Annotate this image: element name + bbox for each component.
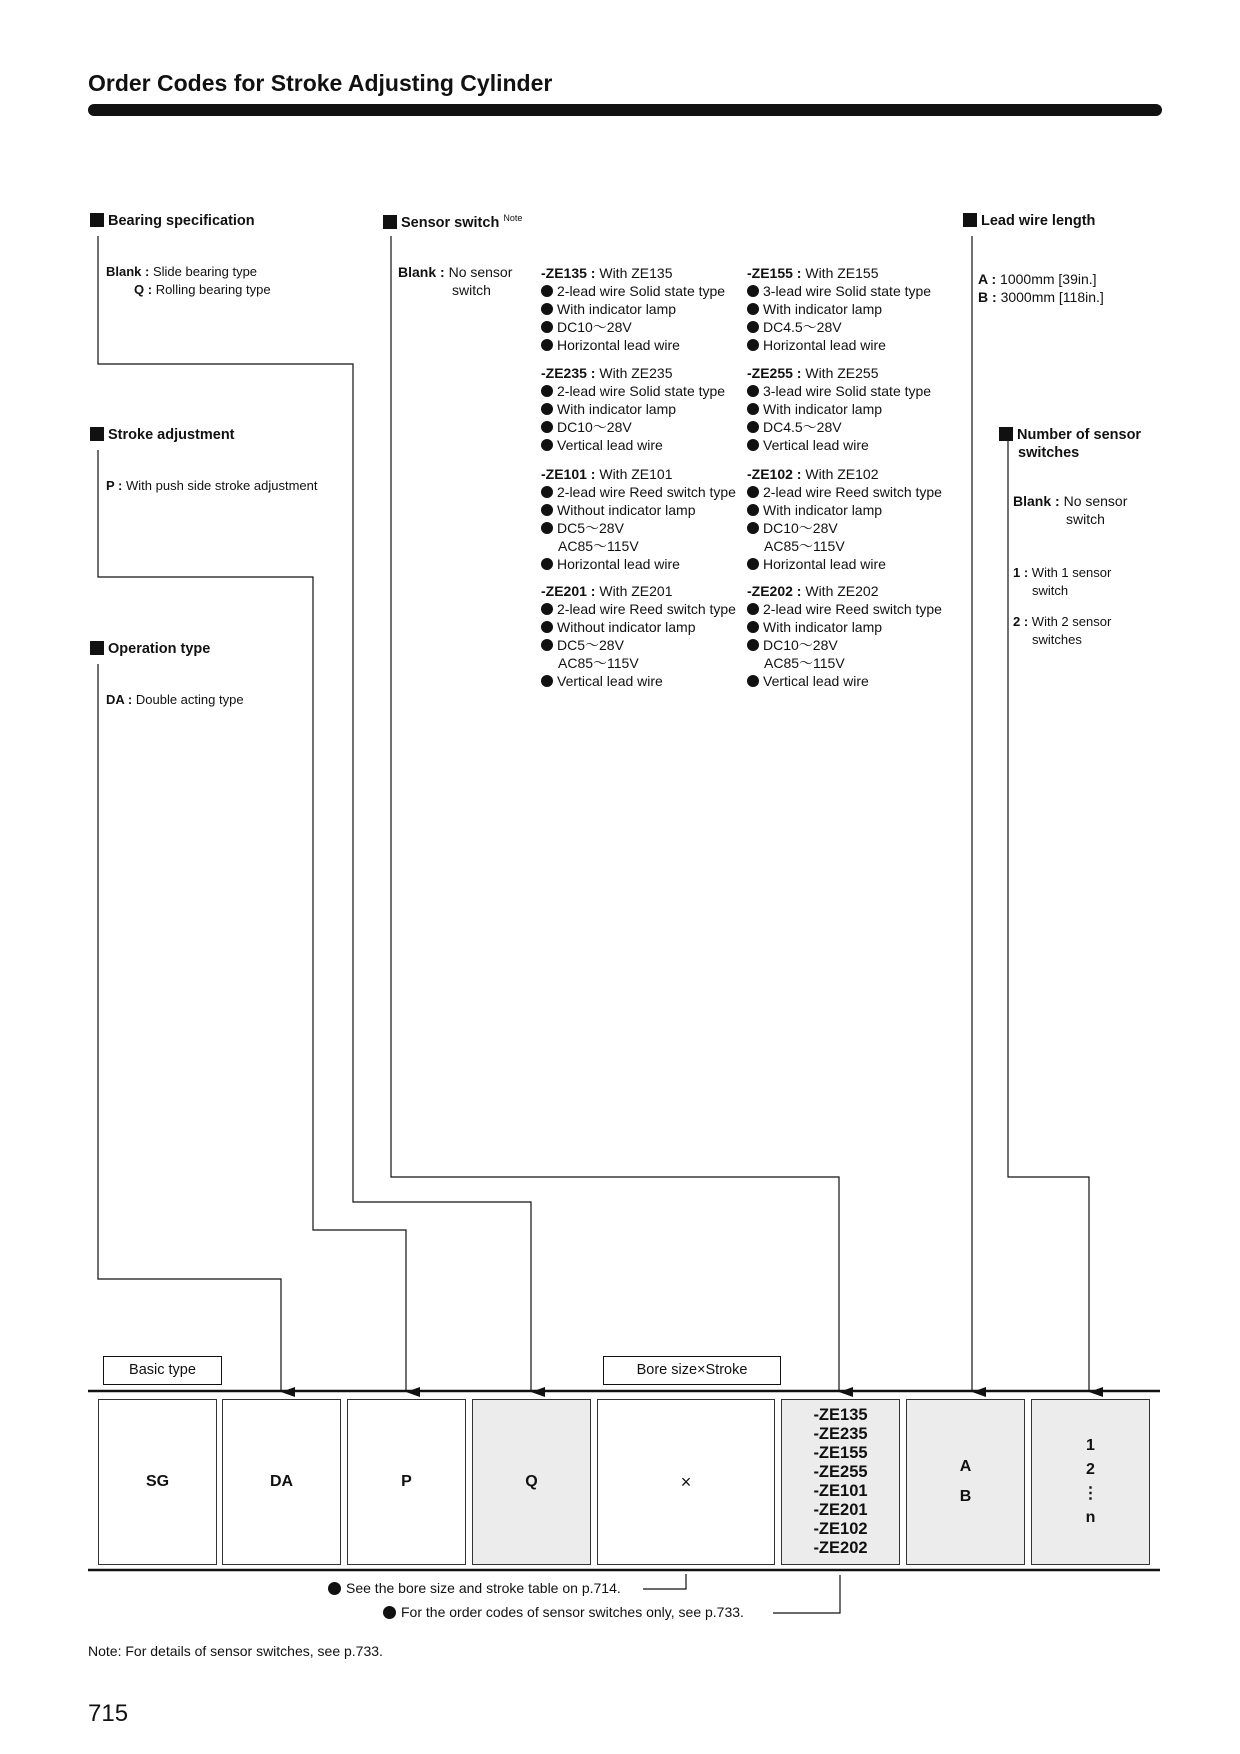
sensor-code-feature: Horizontal lead wire	[763, 556, 886, 572]
bullet-icon	[541, 385, 553, 397]
stroke-label: Stroke adjustment	[108, 427, 235, 443]
sensor-code-feature: Vertical lead wire	[557, 437, 663, 453]
sensor-code-feature: Horizontal lead wire	[557, 337, 680, 353]
note-sensor	[383, 1604, 744, 1620]
sensor-code-feature: Vertical lead wire	[763, 673, 869, 689]
bullet-icon	[747, 486, 759, 498]
bullet-icon	[747, 421, 759, 433]
number-one-line2: switch	[1032, 583, 1069, 598]
sensor-code-feature: DC10～28V	[763, 520, 838, 536]
box-lead-wire	[906, 1399, 1025, 1565]
sensor-code-feature: DC5～28V	[557, 637, 624, 653]
bullet-icon	[747, 639, 759, 651]
sensor-code-ze135	[541, 264, 725, 354]
sensor-code-desc: With ZE101	[599, 466, 673, 482]
bullet-icon	[541, 321, 553, 333]
lead-a-text: 1000mm [39in.]	[1000, 271, 1097, 287]
bullet-icon	[541, 439, 553, 451]
bullet-icon	[747, 603, 759, 615]
square-bullet-icon	[90, 213, 104, 227]
sensor-code-feature: Horizontal lead wire	[763, 337, 886, 353]
sensor-code-feature: 2-lead wire Reed switch type	[557, 484, 736, 500]
box-sensor-code-item: -ZE201	[813, 1501, 868, 1519]
box-sensor-code-item: -ZE155	[813, 1444, 868, 1462]
bearing-options	[106, 263, 271, 299]
number-one-option	[1013, 564, 1111, 600]
section-operation-heading	[90, 641, 210, 657]
bullet-icon	[541, 639, 553, 651]
sensor-code-feature: 2-lead wire Reed switch type	[763, 484, 942, 500]
box-p: P	[347, 1399, 466, 1565]
sensor-code-feature: Vertical lead wire	[557, 673, 663, 689]
box-sensor-code-item: -ZE235	[813, 1425, 868, 1443]
bullet-icon	[747, 303, 759, 315]
box-sg: SG	[98, 1399, 217, 1565]
number-one-code: 1 :	[1013, 565, 1029, 580]
bullet-icon	[541, 403, 553, 415]
bullet-icon	[541, 486, 553, 498]
sensor-code-feature: Without indicator lamp	[557, 619, 696, 635]
bullet-icon	[747, 403, 759, 415]
sensor-code-feature: 2-lead wire Solid state type	[557, 283, 726, 299]
sensor-code-feature: With indicator lamp	[763, 401, 883, 417]
sensor-code-ze255	[747, 364, 931, 454]
bullet-icon	[747, 385, 759, 397]
lead-b-code: B :	[978, 289, 997, 305]
sensor-code-feature: 3-lead wire Solid state type	[763, 283, 932, 299]
number-label-line2: switches	[1018, 445, 1080, 461]
number-label-line1: Number of sensor	[1017, 427, 1142, 443]
box-num-dots: ⋮	[1082, 1485, 1099, 1502]
bearing-blank-code: Blank :	[106, 264, 150, 279]
bullet-icon	[747, 285, 759, 297]
lead-a-code: A :	[978, 271, 997, 287]
box-bore-stroke: ×	[597, 1399, 775, 1565]
bullet-icon	[747, 558, 759, 570]
note-sensor-text: For the order codes of sensor switches only, see p.733.	[401, 1604, 744, 1620]
sensor-code-feature: 2-lead wire Reed switch type	[557, 601, 736, 617]
bullet-icon	[328, 1582, 341, 1595]
note-bore-text: See the bore size and stroke table on p.714.	[346, 1580, 621, 1596]
sensor-code-label: -ZE235 :	[541, 365, 596, 381]
sensor-code-label: -ZE202 :	[747, 583, 802, 599]
operation-label: Operation type	[108, 641, 211, 657]
footer-note: Note: For details of sensor switches, see p.733.	[88, 1643, 383, 1659]
sensor-code-ze235	[541, 364, 725, 454]
line-note-sensor	[773, 1575, 840, 1613]
bullet-icon	[541, 285, 553, 297]
bearing-q-text: Rolling bearing type	[155, 282, 271, 297]
line-stroke	[98, 450, 406, 1392]
section-bearing-heading	[90, 213, 255, 229]
box-sensor-code-item: -ZE102	[813, 1520, 868, 1538]
sensor-code-feature: DC4.5～28V	[763, 419, 842, 435]
number-two-line1: With 2 sensor	[1031, 614, 1112, 629]
square-bullet-icon	[90, 641, 104, 655]
sensor-code-ac-voltage: AC85～115V	[764, 538, 845, 554]
sensor-code-label: -ZE102 :	[747, 466, 802, 482]
number-one-line1: With 1 sensor	[1031, 565, 1112, 580]
sensor-code-feature: With indicator lamp	[763, 502, 883, 518]
sensor-label: Sensor switch	[401, 214, 500, 231]
sensor-code-feature: Without indicator lamp	[557, 502, 696, 518]
box-sensor-number	[1031, 1399, 1150, 1565]
operation-da-text: Double acting type	[135, 692, 244, 707]
sensor-code-desc: With ZE202	[805, 583, 879, 599]
sensor-code-label: -ZE101 :	[541, 466, 596, 482]
sensor-code-label: -ZE155 :	[747, 265, 802, 281]
sensor-blank-code: Blank :	[398, 264, 445, 280]
sensor-code-feature: DC4.5～28V	[763, 319, 842, 335]
sensor-code-feature: 2-lead wire Solid state type	[557, 383, 726, 399]
sensor-code-feature: Horizontal lead wire	[557, 556, 680, 572]
section-stroke-heading	[90, 427, 235, 443]
sensor-code-ac-voltage: AC85～115V	[764, 655, 845, 671]
sensor-code-desc: With ZE201	[599, 583, 673, 599]
box-num-2: 2	[1086, 1461, 1095, 1478]
bullet-icon	[541, 558, 553, 570]
bullet-icon	[541, 621, 553, 633]
square-bullet-icon	[90, 427, 104, 441]
sensor-code-label: -ZE135 :	[541, 265, 596, 281]
sensor-code-ze202	[747, 582, 942, 690]
bullet-icon	[747, 522, 759, 534]
bullet-icon	[747, 439, 759, 451]
line-note-bore	[643, 1574, 686, 1589]
sensor-code-ze155	[747, 264, 931, 354]
section-number-heading	[999, 426, 1141, 462]
sensor-blank-option	[398, 263, 512, 299]
sensor-code-feature: Vertical lead wire	[763, 437, 869, 453]
bullet-icon	[541, 421, 553, 433]
sensor-code-feature: With indicator lamp	[557, 401, 677, 417]
stroke-options	[106, 477, 318, 495]
sensor-code-desc: With ZE135	[599, 265, 673, 281]
stroke-p-text: With push side stroke adjustment	[126, 478, 318, 493]
bullet-icon	[541, 339, 553, 351]
sensor-code-desc: With ZE102	[805, 466, 879, 482]
bullet-icon	[541, 603, 553, 615]
operation-da-code: DA :	[106, 692, 133, 707]
box-sensor-code-item: -ZE135	[813, 1406, 868, 1424]
number-blank-line2: switch	[1066, 511, 1105, 527]
square-bullet-icon	[963, 213, 977, 227]
lead-label: Lead wire length	[981, 213, 1096, 229]
bullet-icon	[541, 504, 553, 516]
bullet-icon	[541, 303, 553, 315]
basic-type-label: Basic type	[103, 1356, 222, 1385]
square-bullet-icon	[383, 215, 397, 229]
box-da: DA	[222, 1399, 341, 1565]
sensor-code-desc: With ZE255	[805, 365, 879, 381]
bullet-icon	[747, 321, 759, 333]
sensor-code-label: -ZE255 :	[747, 365, 802, 381]
sensor-code-label: -ZE201 :	[541, 583, 596, 599]
bullet-icon	[747, 621, 759, 633]
box-sensor-code-item: -ZE101	[813, 1482, 868, 1500]
operation-options	[106, 691, 244, 709]
box-sensor-code-item: -ZE255	[813, 1463, 868, 1481]
sensor-code-ze102	[747, 465, 942, 573]
number-two-option	[1013, 613, 1111, 649]
sensor-code-feature: DC10～28V	[763, 637, 838, 653]
stroke-p-code: P :	[106, 478, 123, 493]
lead-options	[978, 270, 1104, 306]
number-two-line2: switches	[1032, 632, 1082, 647]
box-q: Q	[472, 1399, 591, 1565]
bore-stroke-label: Bore size×Stroke	[603, 1356, 781, 1385]
sensor-code-feature: 3-lead wire Solid state type	[763, 383, 932, 399]
sensor-blank-line2: switch	[452, 282, 491, 298]
number-blank-line1: No sensor	[1063, 493, 1128, 509]
box-sensor-codes	[781, 1399, 900, 1565]
sensor-code-ze201	[541, 582, 736, 690]
box-lead-a: A	[959, 1458, 972, 1475]
sensor-code-feature: With indicator lamp	[763, 301, 883, 317]
bearing-q-code: Q :	[134, 282, 153, 297]
sensor-code-feature: With indicator lamp	[557, 301, 677, 317]
bearing-blank-text: Slide bearing type	[152, 264, 258, 279]
section-lead-heading	[963, 213, 1095, 229]
bearing-label: Bearing specification	[108, 213, 255, 229]
sensor-code-feature: 2-lead wire Reed switch type	[763, 601, 942, 617]
box-sensor-code-item: -ZE202	[813, 1539, 868, 1557]
page-number: 715	[88, 1700, 129, 1727]
bullet-icon	[541, 675, 553, 687]
section-sensor-heading	[383, 213, 522, 231]
bullet-icon	[541, 522, 553, 534]
sensor-code-ac-voltage: AC85～115V	[558, 538, 639, 554]
page-title: Order Codes for Stroke Adjusting Cylinder	[88, 70, 553, 96]
box-num-1: 1	[1086, 1437, 1095, 1454]
bullet-icon	[747, 504, 759, 516]
box-num-n: n	[1085, 1509, 1096, 1526]
sensor-code-feature: DC10～28V	[557, 419, 632, 435]
note-bore	[328, 1580, 621, 1596]
sensor-note-sup: Note	[503, 213, 523, 223]
sensor-code-ac-voltage: AC85～115V	[558, 655, 639, 671]
line-operation	[98, 664, 281, 1392]
sensor-code-feature: DC10～28V	[557, 319, 632, 335]
sensor-code-stack	[813, 1406, 867, 1558]
sensor-code-desc: With ZE235	[599, 365, 673, 381]
number-blank-option	[1013, 492, 1127, 528]
bullet-icon	[383, 1606, 396, 1619]
box-lead-b: B	[959, 1488, 972, 1505]
bullet-icon	[747, 675, 759, 687]
square-bullet-icon	[999, 427, 1013, 441]
lead-b-text: 3000mm [118in.]	[1000, 289, 1104, 305]
sensor-blank-line1: No sensor	[448, 264, 513, 280]
sensor-code-feature: With indicator lamp	[763, 619, 883, 635]
bullet-icon	[747, 339, 759, 351]
line-bearing	[98, 236, 531, 1392]
sensor-code-feature: DC5～28V	[557, 520, 624, 536]
sensor-code-ze101	[541, 465, 736, 573]
number-two-code: 2 :	[1013, 614, 1029, 629]
number-blank-code: Blank :	[1013, 493, 1060, 509]
sensor-code-desc: With ZE155	[805, 265, 879, 281]
